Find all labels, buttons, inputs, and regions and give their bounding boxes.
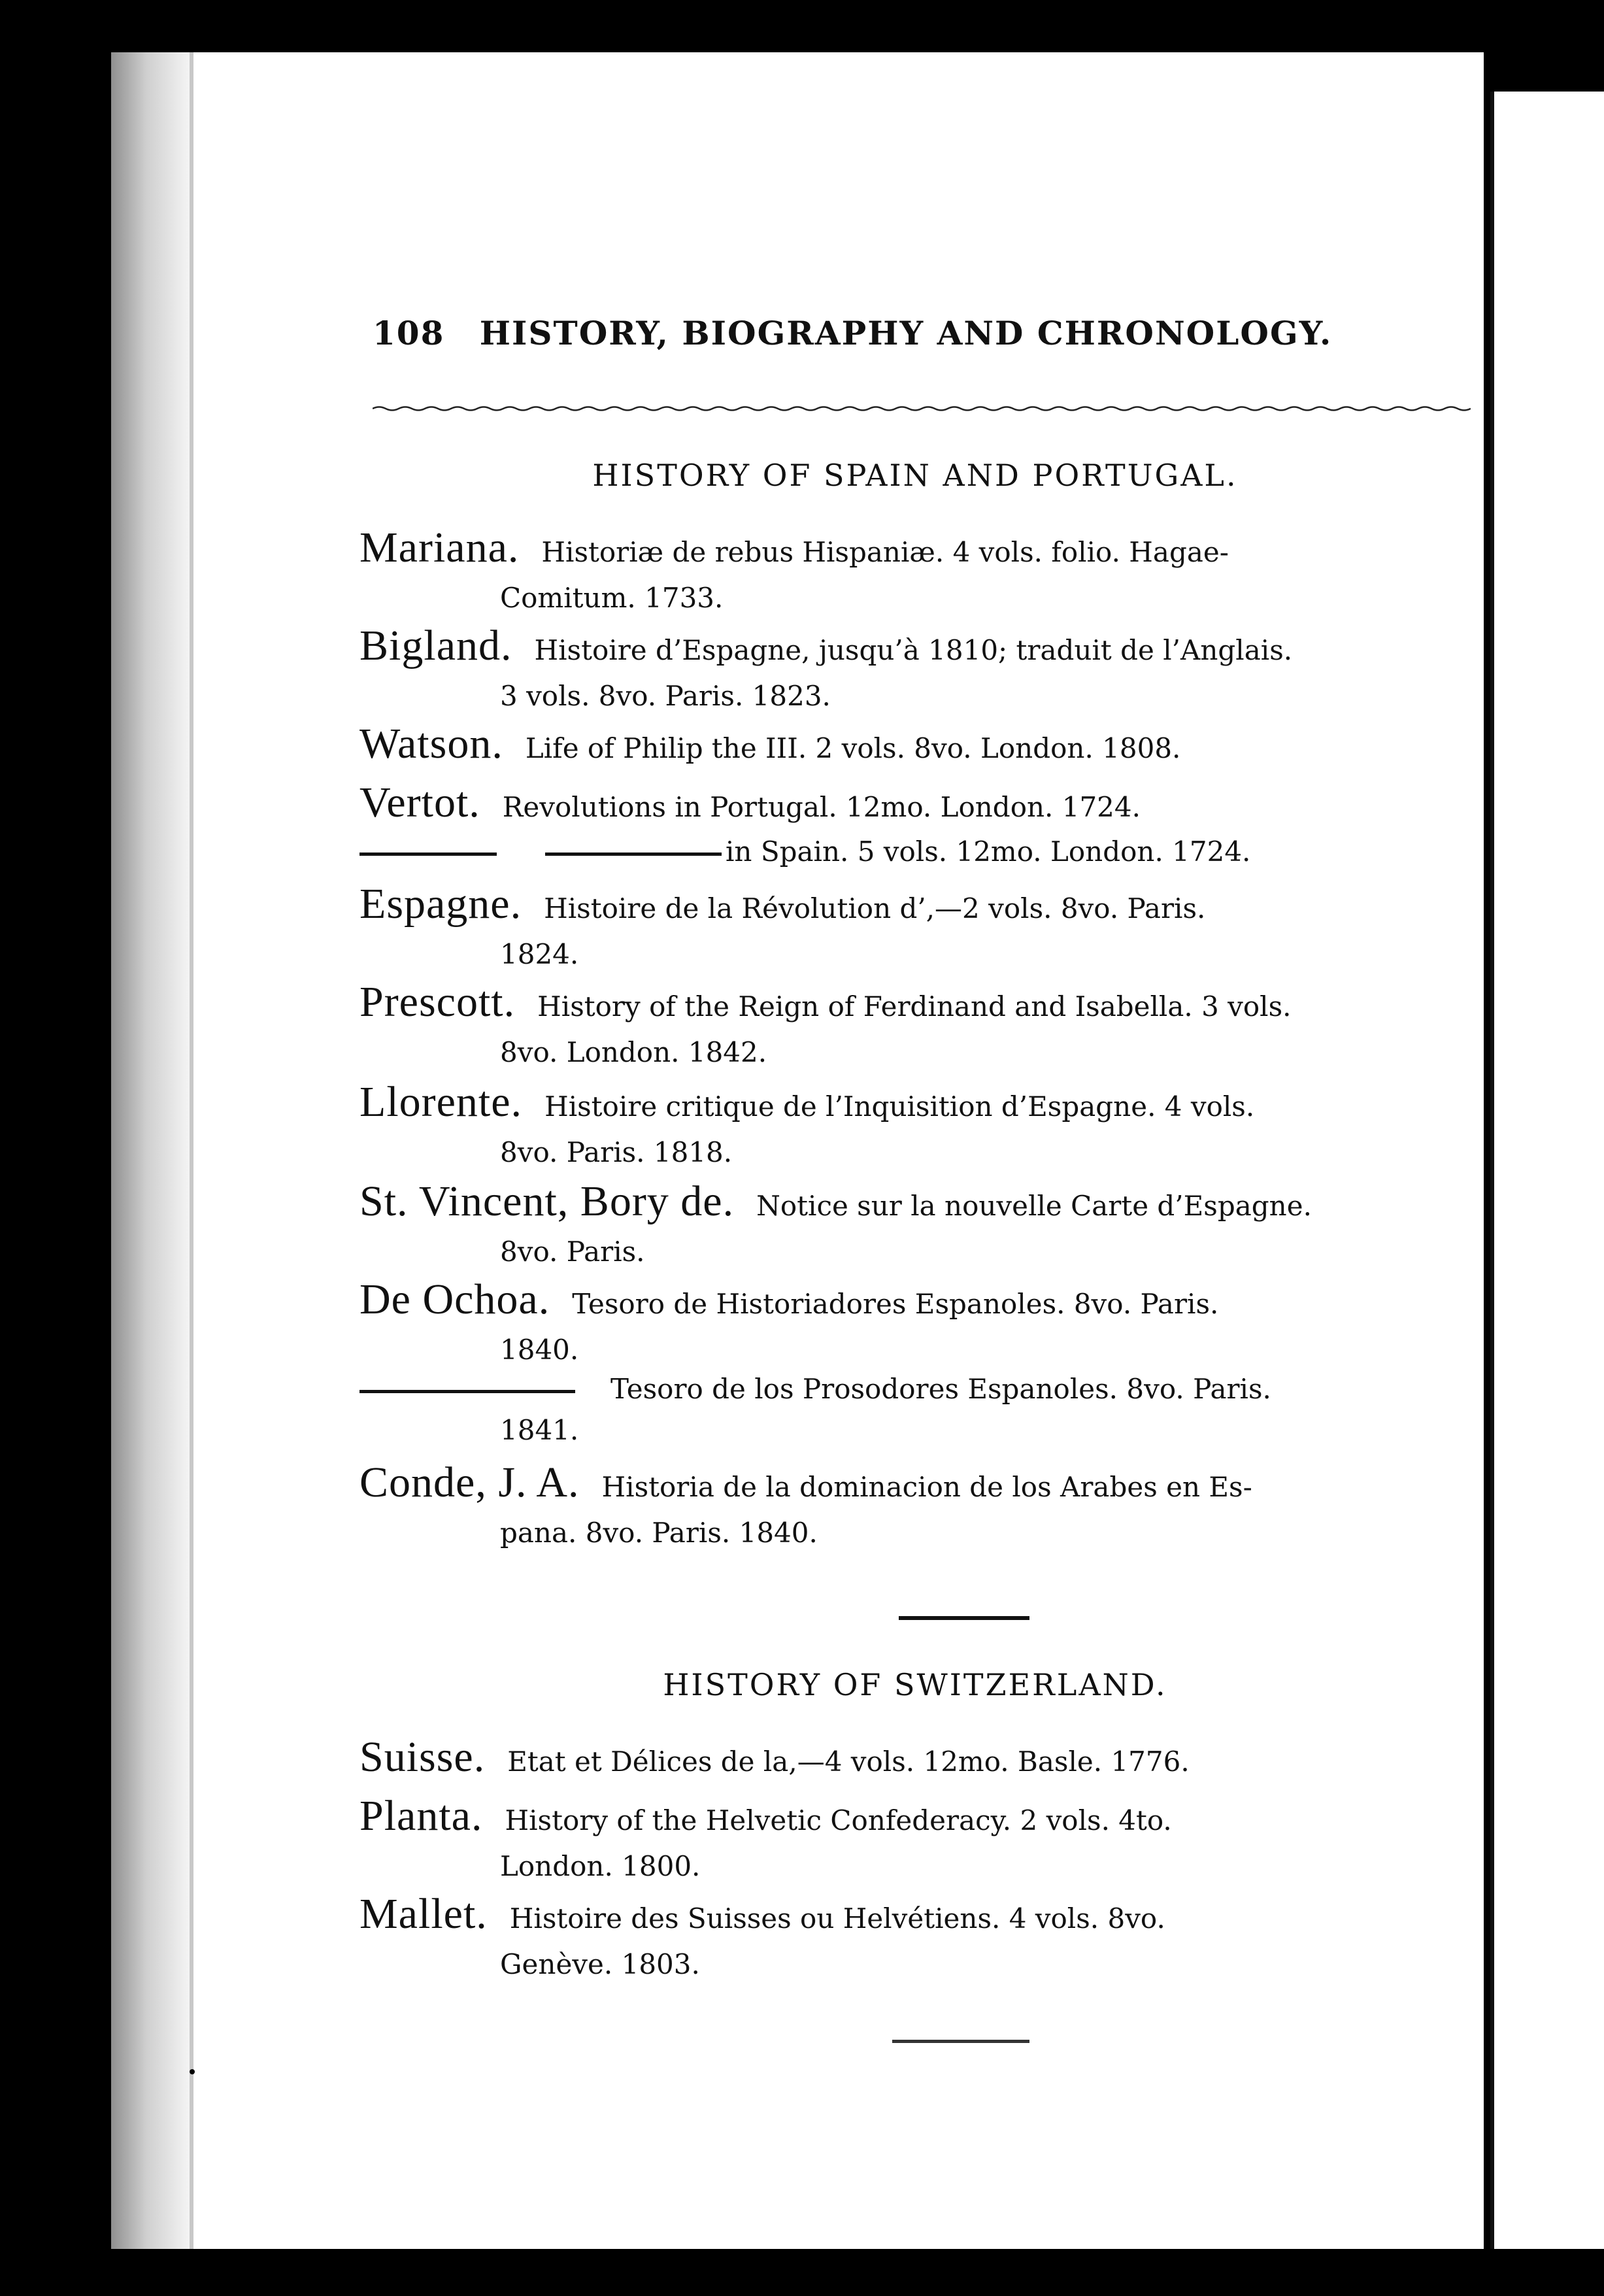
entry-watson xyxy=(359,719,1484,769)
scan-speck xyxy=(9,1124,12,1130)
entry-continuation: Genève. 1803. xyxy=(500,1948,700,1980)
entry-author: Prescott. xyxy=(359,978,516,1026)
entry-vertot xyxy=(359,778,1484,828)
ditto-author-dash xyxy=(359,1390,575,1393)
entry-st-vincent xyxy=(359,1177,1484,1268)
entry-author: Conde, J. A. xyxy=(359,1459,580,1506)
entry-llorente xyxy=(359,1077,1484,1168)
entry-conde xyxy=(359,1458,1484,1549)
ditto-author-dash xyxy=(359,853,497,856)
entry-text: in Spain. 5 vols. 12mo. London. 1724. xyxy=(726,836,1251,868)
entry-vertot-ditto xyxy=(359,836,1484,868)
ditto-title-dash xyxy=(545,853,722,856)
adjacent-page-edge xyxy=(1490,92,1604,2249)
scanned-page xyxy=(111,52,1484,2249)
entry-de-ochoa xyxy=(359,1275,1484,1366)
entry-text: Revolutions in Portugal. 12mo. London. 1724. xyxy=(502,791,1141,823)
entry-author: De Ochoa. xyxy=(359,1275,550,1323)
entry-text: Historiæ de rebus Hispaniæ. 4 vols. folio. Hagae- xyxy=(541,536,1229,568)
entry-continuation: 8vo. London. 1842. xyxy=(500,1036,767,1068)
entry-prescott xyxy=(359,977,1484,1068)
entry-author: Suisse. xyxy=(359,1733,486,1781)
entry-text: Histoire d’Espagne, jusqu’à 1810; traduit de l’Anglais. xyxy=(534,634,1293,666)
entry-espagne xyxy=(359,879,1484,970)
entry-text: Historia de la dominacion de los Arabes en Es- xyxy=(601,1471,1252,1503)
page-number: 108 xyxy=(373,314,445,352)
running-title: HISTORY, BIOGRAPHY AND CHRONOLOGY. xyxy=(479,314,1333,352)
entry-continuation: London. 1800. xyxy=(500,1850,701,1882)
entry-author: Llorente. xyxy=(359,1078,523,1126)
entry-mariana xyxy=(359,523,1484,614)
entry-text: Etat et Délices de la,—4 vols. 12mo. Basle. 1776. xyxy=(507,1746,1190,1778)
entry-text: Notice sur la nouvelle Carte d’Espagne. xyxy=(756,1190,1312,1222)
entry-suisse xyxy=(359,1732,1484,1782)
entry-text: Life of Philip the III. 2 vols. 8vo. London. 1808. xyxy=(525,732,1181,764)
adjacent-page-border xyxy=(1490,92,1494,2249)
entry-author: Espagne. xyxy=(359,880,522,928)
scan-speck xyxy=(190,2069,195,2074)
page-content xyxy=(111,52,1484,2249)
entry-planta xyxy=(359,1791,1484,1882)
end-rule xyxy=(892,2040,1029,2043)
entry-author: Mariana. xyxy=(359,524,520,571)
entry-author: Vertot. xyxy=(359,779,480,826)
entry-text: Tesoro de los Prosodores Espanoles. 8vo. Paris. xyxy=(610,1373,1271,1405)
entry-bigland xyxy=(359,621,1484,712)
entry-author: St. Vincent, Bory de. xyxy=(359,1177,735,1225)
entry-continuation: 1841. xyxy=(500,1414,579,1446)
entry-continuation: 8vo. Paris. xyxy=(500,1236,645,1268)
entry-text: Histoire critique de l’Inquisition d’Espagne. 4 vols. xyxy=(544,1090,1255,1123)
entry-text: Histoire des Suisses ou Helvétiens. 4 vols. 8vo. xyxy=(509,1902,1165,1934)
entry-author: Watson. xyxy=(359,720,503,768)
entry-author: Bigland. xyxy=(359,622,512,669)
entry-de-ochoa-ditto xyxy=(359,1373,1484,1446)
section-title-spain-portugal: HISTORY OF SPAIN AND PORTUGAL. xyxy=(592,458,1238,493)
entry-text: History of the Reign of Ferdinand and Isabella. 3 vols. xyxy=(537,990,1292,1022)
entry-continuation: 1824. xyxy=(500,938,579,970)
section-separator-rule xyxy=(899,1616,1029,1620)
running-header xyxy=(373,314,1431,352)
entry-continuation: 1840. xyxy=(500,1334,579,1366)
entry-continuation: pana. 8vo. Paris. 1840. xyxy=(500,1517,818,1549)
entry-continuation: Comitum. 1733. xyxy=(500,582,724,614)
header-wavy-rule xyxy=(373,405,1471,412)
section-title-switzerland: HISTORY OF SWITZERLAND. xyxy=(663,1667,1167,1702)
entry-author: Planta. xyxy=(359,1792,483,1840)
entry-continuation: 8vo. Paris. 1818. xyxy=(500,1136,733,1168)
scan-speck xyxy=(39,229,43,235)
entry-mallet xyxy=(359,1889,1484,1980)
scan-speck xyxy=(36,458,39,463)
entry-continuation: 3 vols. 8vo. Paris. 1823. xyxy=(500,680,831,712)
entry-text: Histoire de la Révolution d’,—2 vols. 8vo. Paris. xyxy=(544,892,1206,924)
entry-text: Tesoro de Historiadores Espanoles. 8vo. Paris. xyxy=(572,1288,1219,1320)
entry-author: Mallet. xyxy=(359,1890,488,1938)
entry-text: History of the Helvetic Confederacy. 2 vols. 4to. xyxy=(505,1804,1172,1836)
